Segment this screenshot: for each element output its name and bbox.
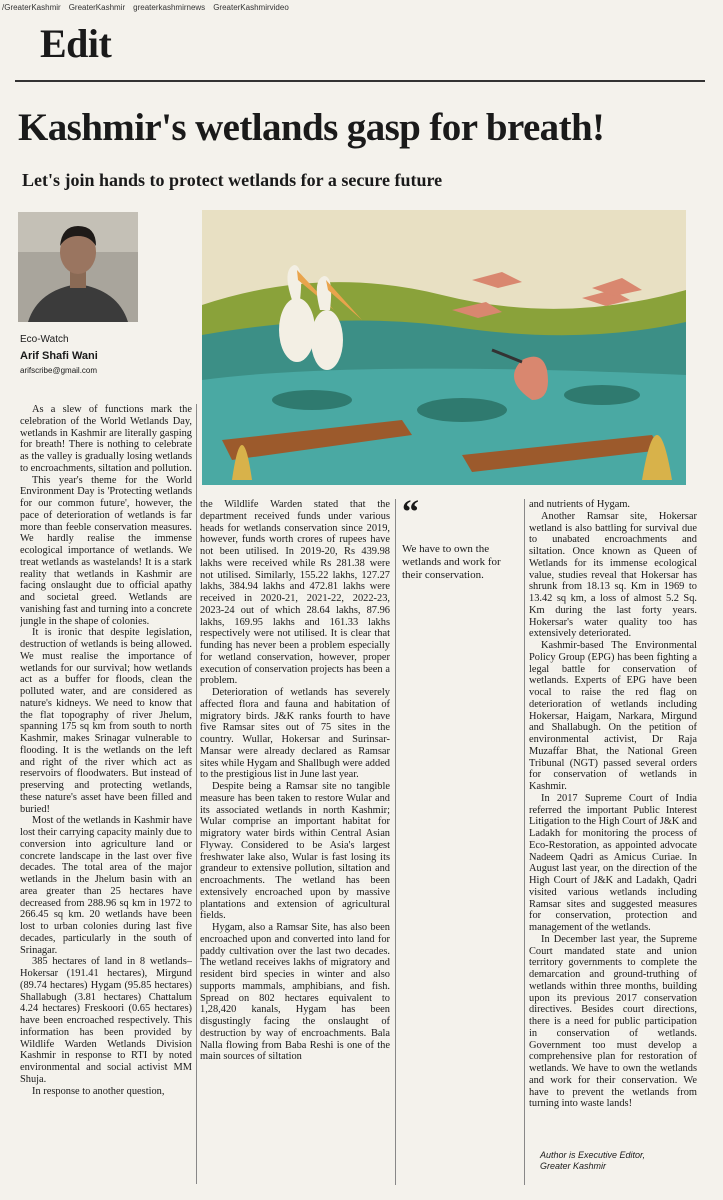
author-note <box>540 1150 700 1172</box>
social-bar <box>0 0 723 14</box>
column-divider <box>395 499 396 1185</box>
paragraph: This year's theme for the World Environment Day is 'Protecting wetlands for our common future', however, the pace of deterioration of wetlands is far more than feeble conservation measures. We hardly realise the immense ecological importance of wetlands. We treat wetlands as wastelands! It is a stark reality that wetlands in Kashmir are facing onslaught due to official apathy and societal greed. Wetlands are vanishing fast and turning into a concrete jungle in the shape of colonies. <box>20 474 192 627</box>
section-title: Edit <box>40 21 112 66</box>
paragraph: Most of the wetlands in Kashmir have lost their carrying capacity mainly due to conversion into agriculture land or concrete landscape in the last over five decades. The total area of the major wetlands in the Jhelum basin with an area greater than 25 hectares have decreased from 288.96 sq km in 1972 to 266.45 sq km. 20 wetlands have been lost to urban colonies during last five decades, particularly in the south of Srinagar. <box>20 815 192 956</box>
deck: Let's join hands to protect wetlands for a secure future <box>22 170 443 190</box>
paragraph: Kashmir-based The Environmental Policy Group (EPG) has been fighting a legal battle for conservation of wetlands. Experts of EPG have been vocal to raise the red flag on deterioration of wetlands including Hokersar, Haigam, Narkara, Mirgund and Shallabugh. On the petition of environmental activist, Dr Raja Muzaffar Bhat, the National Green Tribunal (NGT) passed several orders for conservation of wetlands in Kashmir. <box>529 640 697 792</box>
author-photo <box>18 212 138 322</box>
social-handle-instagram: greaterkashmirnews <box>133 2 206 12</box>
section-divider <box>15 80 705 82</box>
paragraph: and nutrients of Hygam. <box>529 499 630 510</box>
social-handle-facebook: /GreaterKashmir <box>2 2 61 12</box>
author-note-line-2: Greater Kashmir <box>540 1161 607 1171</box>
pull-quote <box>400 494 520 619</box>
paragraph: Deterioration of wetlands has severely affected flora and fauna and habitation of migratory birds. J&K ranks fourth to have five Ramsar sites out of 75 sites in the country. Wullar, Hokersar and Surinsar-Mansar were already declared as Ramsar sites while Hygam and Shallbugh were added to the prestigious list in June last year. <box>200 687 390 781</box>
paragraph: As a slew of functions mark the celebration of the World Wetlands Day, wetlands in Kashmir are literally gasping for breath! There is nothing to celebrate as the valley is gradually losing wetlands to encroachments, siltation and pollution. <box>20 404 192 474</box>
author-note-line-1: Author is Executive Editor, <box>540 1150 646 1160</box>
social-handle-x: GreaterKashmir <box>68 2 126 12</box>
wetland-birds-illustration <box>202 210 686 485</box>
article-column-4 <box>529 499 697 1129</box>
column-divider <box>196 404 197 1184</box>
social-handle-youtube: GreaterKashmirvideo <box>213 2 289 12</box>
paragraph: In December last year, the Supreme Court mandated state and union territory governments to complete the demarcation and ground-truthing of wetlands within three months, building upon its previous 2017 conservation directives. Besides court directions, there is a need for public participation in conservation of wetlands. Government too must develop a comprehensive plan for restoration of wetlands. We have to own the wetlands and work for their conservation. We have to prevent the wetlands from turning into waste lands! <box>529 933 697 1110</box>
author-email: arifscribe@gmail.com <box>20 366 98 375</box>
paragraph: Hygam, also a Ramsar Site, has also been encroached upon and converted into land for paddy cultivation over the last two decades. The wetland receives lakhs of migratory and resident bird species in winter and also supports mammals, amphibians, and fish. Spread on 802 hectares equivalent to 1,28,420 kanals, Hygam has been disgustingly facing the onslaught of destruction by way of encroachments. Bala Nalla flowing from Baba Reshi is one of the main sources of siltation <box>200 922 390 1063</box>
paragraph: It is ironic that despite legislation, destruction of wetlands is being allowed. We must realise the importance of wetlands for our survival; how wetlands act as a buffer for floods, clean the polluted water, and are considered as nature's kidneys. We need to know that the flat topography of river Jhelum, spanning 175 sq km from south to north Kashmir, makes Srinagar vulnerable to flooding. It is the wetlands on the left and right of the river which act as reservoirs of floodwaters. But instead of preserving and protecting wetlands, these nature's asset have been filled and buried! <box>20 627 192 815</box>
article-column-1 <box>20 404 192 1190</box>
paragraph: In response to another question, <box>32 1085 165 1097</box>
article-column-2 <box>200 499 390 1185</box>
quote-mark-icon: “ <box>402 494 419 531</box>
author-name: Arif Shafi Wani <box>20 350 98 362</box>
headline: Kashmir's wetlands gasp for breath! <box>18 106 605 149</box>
paragraph: Another Ramsar site, Hokersar wetland is also battling for survival due to unabated encroachments and siltation. Once known as Queen of Wetlands for its immense ecological value, studies reveal that Hokersar has shrunk from 18.13 sq. Km in 1969 to 13.42 sq km, a loss of almost 5.2 Sq. Km during the last forty years. Hokersar's water quality too has extensively deteriorated. <box>529 510 697 640</box>
pull-quote-text: We have to own the wetlands and work for their conservation. <box>402 543 501 581</box>
column-divider <box>524 499 525 1185</box>
paragraph: 385 hectares of land in 8 wetlands–Hokersar (191.41 hectares), Mirgund (89.74 hectares) Hygam (95.85 hectares) Shallabugh (3.81 hectares) Chattalum 4.24 hectares) Freskoori (0.65 hectares) have been encroached respectively. This information has been provided by Wildlife Warden Wetlands Division Kashmir in response to RTI by noted environmental and social activist MM Shuja. <box>20 956 192 1085</box>
paragraph: In 2017 Supreme Court of India referred the important Public Interest Litigation to the High Court of J&K and Ladakh for monitoring the process of Eco-Restoration, as appointed advocate Nadeem Qadri as Amicus Curiae. In August last year, on the direction of the High Court of J&K and Ladakh, Qadri visited various wetlands including Ramsar sites and suggested measures for conservation, protection and management of the wetlands. <box>529 792 697 933</box>
column-name: Eco-Watch <box>20 334 69 345</box>
paragraph: the Wildlife Warden stated that the department received funds under various heads for wetlands conservation since 2019, however, funds worth crores of rupees have not been utilised. In 2019-20, Rs 439.98 lakhs were received while Rs 281.38 were not utilised. Similarly, 155.22 lakhs, 127.27 lakhs, 384.94 lakhs and 472.81 lakhs were received in 2020-21, 2021-22, 2022-23, 2023-24 out of which 28.64 lakhs, 87.96 lakhs, 169.95 lakhs and 161.33 lakhs respectively were not utilised. It is clear that funding has never been a problem especially for wetland conservation, however, proper execution of conservation projects has been a problem. <box>200 499 390 687</box>
illustration <box>202 210 686 485</box>
paragraph: Despite being a Ramsar site no tangible measure has been taken to restore Wular and its associated wetlands in north Kashmir; Wular comprise an important habitat for migratory water birds within Central Asian Flyway. Considered to be Asia's largest freshwater lake also, Wular is fast losing its grandeur to extensive pollution, siltation and encroachments. The wetland has been extensively encroached upon by massive plantations and extension of agricultural fields. <box>200 781 390 922</box>
